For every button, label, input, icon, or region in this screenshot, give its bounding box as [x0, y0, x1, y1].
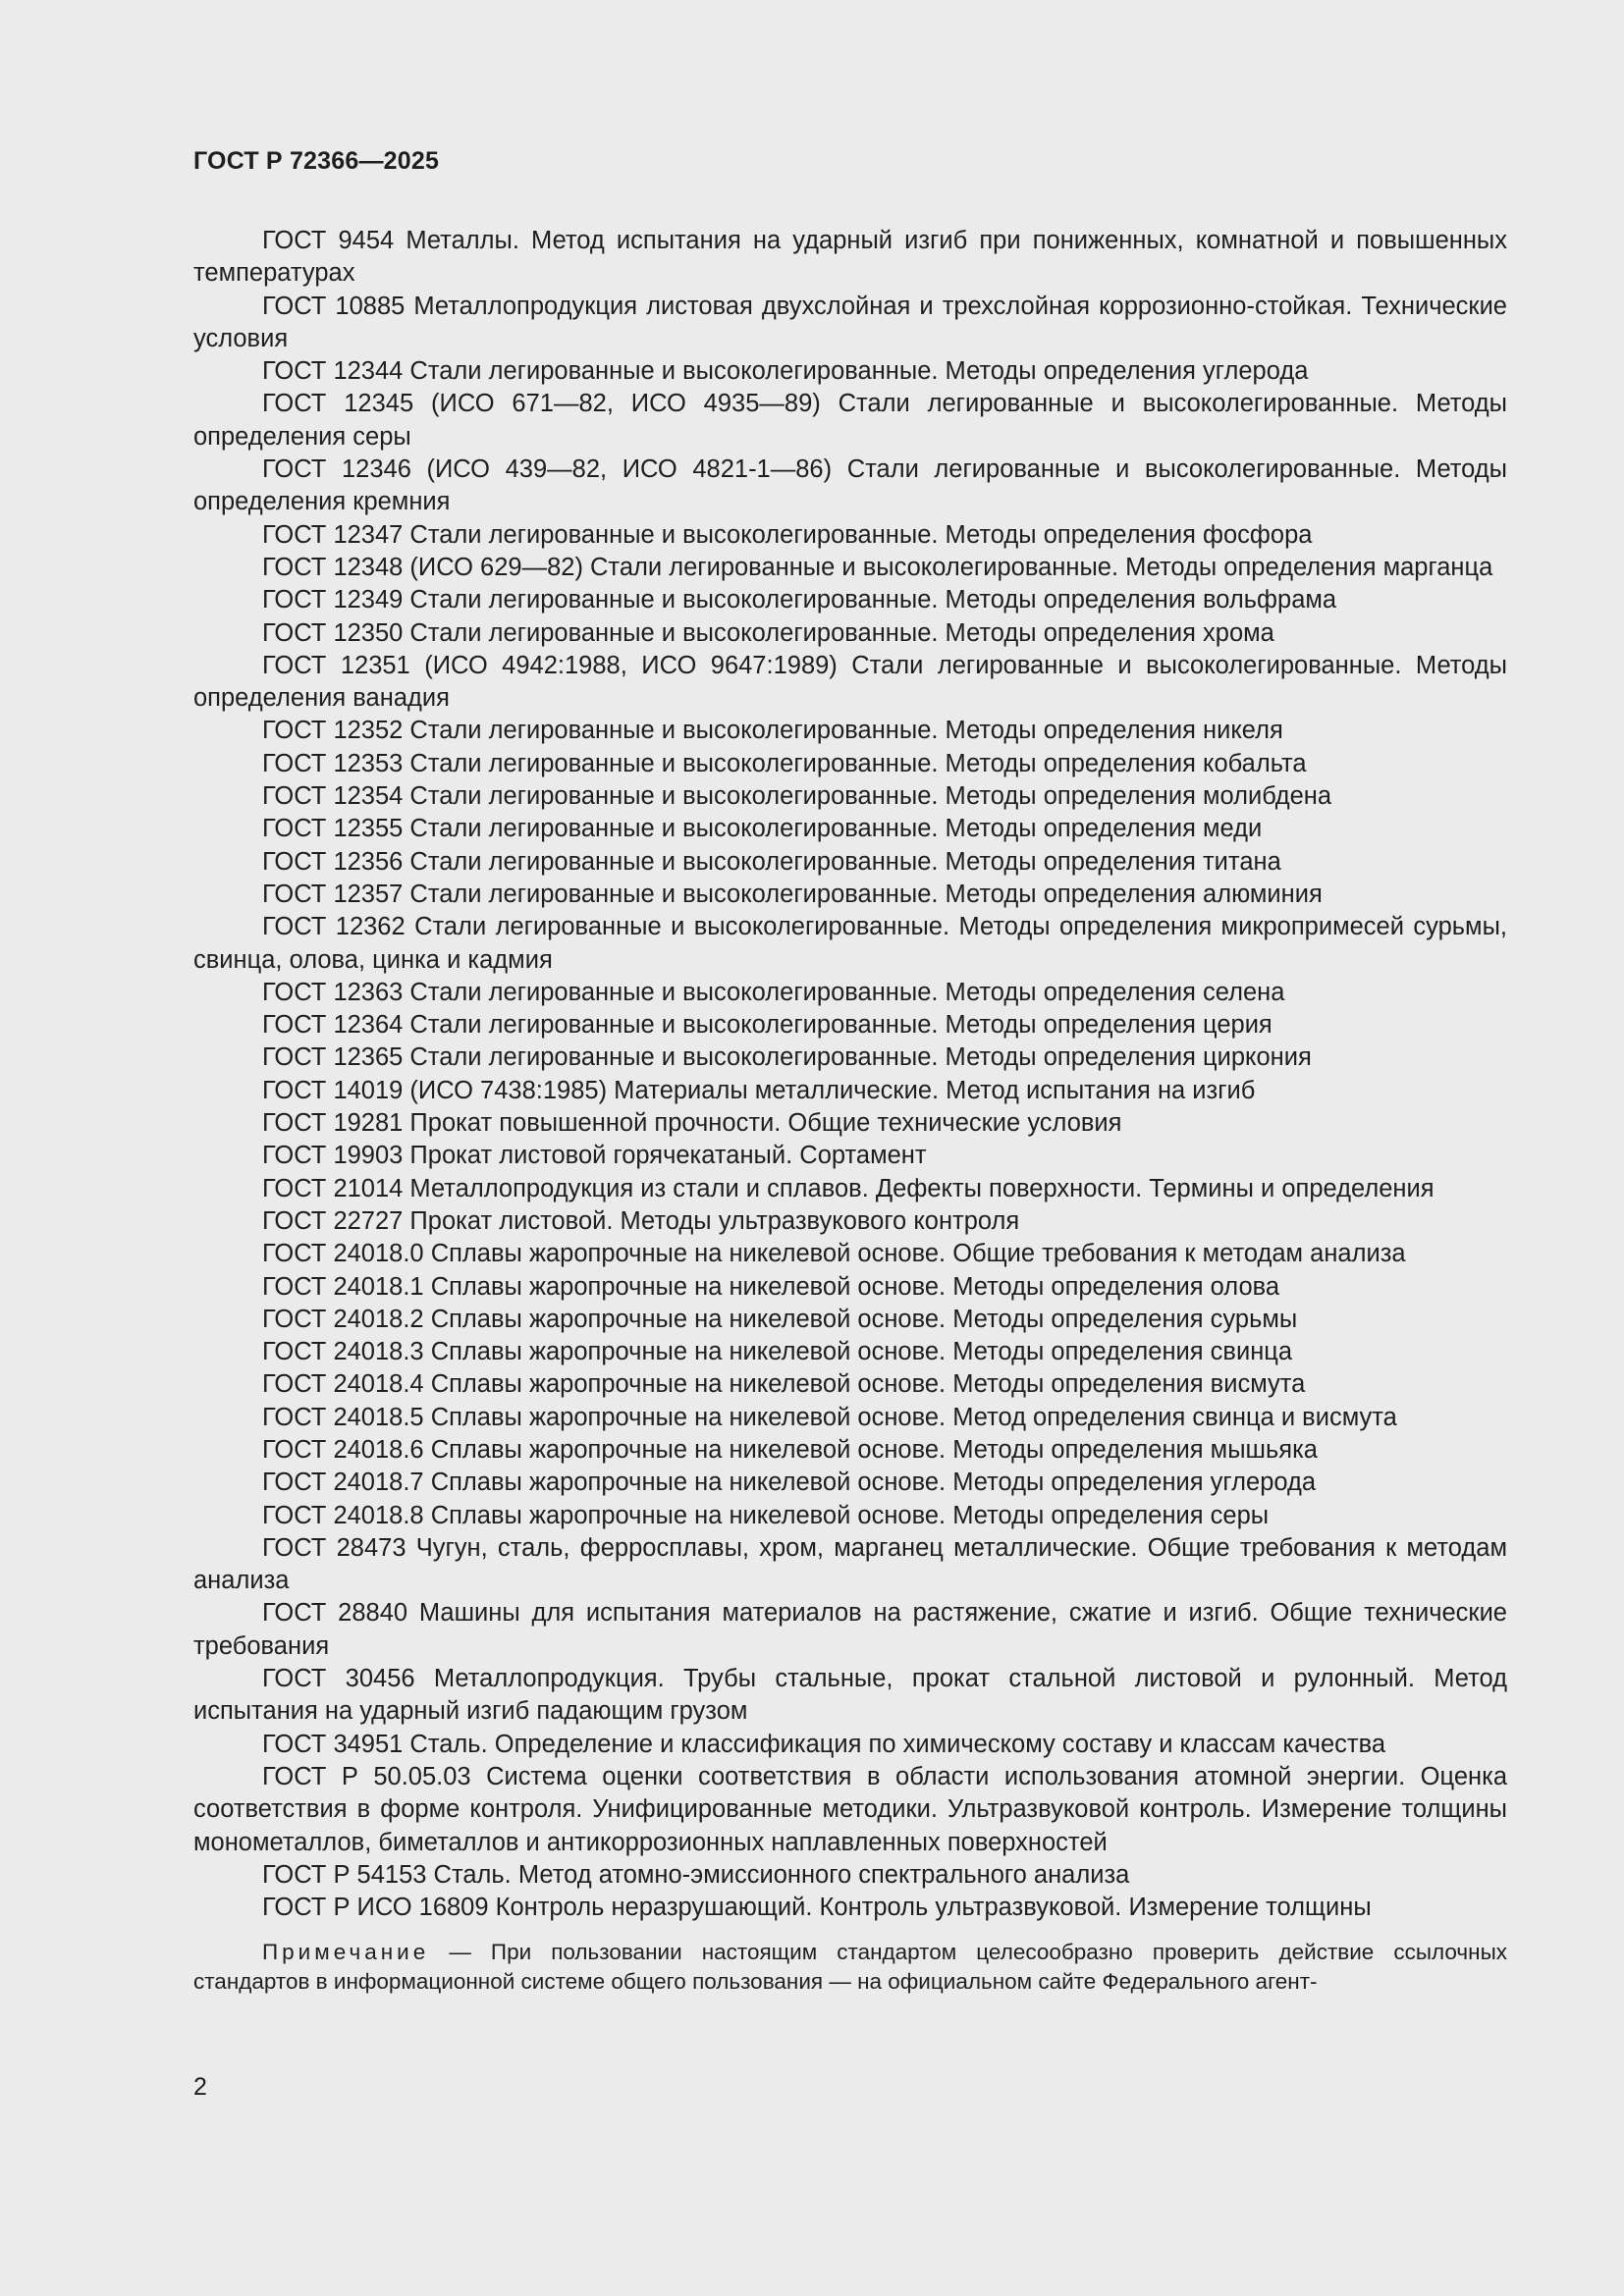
reference-entry: ГОСТ 24018.3 Сплавы жаропрочные на никелевой основе. Методы определения свинца — [262, 1338, 1293, 1366]
note-label: Примечание — [262, 1940, 430, 1965]
reference-entry: ГОСТ 24018.7 Сплавы жаропрочные на никелевой основе. Методы определения углерода — [262, 1468, 1317, 1497]
reference-entry: ГОСТ 24018.6 Сплавы жаропрочные на никелевой основе. Методы определения мышьяка — [262, 1435, 1318, 1464]
reference-entry: ГОСТ 24018.4 Сплавы жаропрочные на никелевой основе. Методы определения висмута — [262, 1370, 1306, 1399]
reference-entry: ГОСТ 19281 Прокат повышенной прочности. Общие технические условия — [262, 1109, 1122, 1138]
reference-entry: ГОСТ 12363 Стали легированные и высоколегированные. Методы определения селена — [262, 978, 1285, 1006]
reference-entry: ГОСТ 12352 Стали легированные и высоколегированные. Методы определения никеля — [262, 717, 1283, 745]
reference-entry: ГОСТ 12353 Стали легированные и высоколегированные. Методы определения кобальта — [262, 749, 1307, 777]
document-header: ГОСТ Р 72366—2025 — [193, 147, 440, 175]
normative-references — [193, 225, 1507, 1997]
reference-entry: ГОСТ 21014 Металлопродукция из стали и сплавов. Дефекты поверхности. Термины и определения — [262, 1174, 1435, 1202]
reference-entry: ГОСТ 10885 Металлопродукция листовая двухслойная и трехслойная коррозионно-стойкая. Технические условия — [193, 292, 1507, 352]
reference-entry: ГОСТ 12365 Стали легированные и высоколегированные. Методы определения циркония — [262, 1043, 1312, 1072]
reference-entry: ГОСТ 12346 (ИСО 439—82, ИСО 4821-1—86) Стали легированные и высоколегированные. Методы определения кремния — [193, 455, 1507, 516]
reference-list — [193, 225, 1507, 1924]
reference-entry: ГОСТ 30456 Металлопродукция. Трубы стальные, прокат стальной листовой и рулонный. Метод испытания на ударный изгиб падающим грузом — [193, 1665, 1507, 1726]
reference-entry: ГОСТ 12355 Стали легированные и высоколегированные. Методы определения меди — [262, 815, 1263, 843]
reference-entry: ГОСТ 12348 (ИСО 629—82) Стали легированные и высоколегированные. Методы определения марганца — [262, 553, 1493, 581]
reference-entry: ГОСТ 24018.0 Сплавы жаропрочные на никелевой основе. Общие требования к методам анализа — [262, 1240, 1406, 1268]
reference-entry: ГОСТ Р 50.05.03 Система оценки соответствия в области использования атомной энергии. Оценка соответствия в форме контроля. Унифицированные методики. Ультразвуковой контроль. Измерение толщины монометаллов, биметаллов и антикоррозионных наплавленных поверхностей — [193, 1762, 1507, 1856]
reference-entry: ГОСТ 9454 Металлы. Метод испытания на ударный изгиб при пониженных, комнатной и повышенных температурах — [193, 227, 1507, 288]
reference-entry: ГОСТ 12345 (ИСО 671—82, ИСО 4935—89) Стали легированные и высоколегированные. Методы определения серы — [193, 390, 1507, 451]
page-number: 2 — [193, 2073, 207, 2101]
reference-entry: ГОСТ 12347 Стали легированные и высоколегированные. Методы определения фосфора — [262, 520, 1313, 549]
reference-entry: ГОСТ 12357 Стали легированные и высоколегированные. Методы определения алюминия — [262, 880, 1323, 908]
reference-entry: ГОСТ Р ИСО 16809 Контроль неразрушающий. Контроль ультразвуковой. Измерение толщины — [262, 1894, 1372, 1922]
reference-entry: ГОСТ 22727 Прокат листовой. Методы ультразвукового контроля — [262, 1206, 1020, 1235]
reference-entry: ГОСТ 19903 Прокат листовой горячекатаный. Сортамент — [262, 1142, 927, 1170]
reference-entry: ГОСТ 24018.1 Сплавы жаропрочные на никелевой основе. Методы определения олова — [262, 1272, 1280, 1301]
reference-entry: ГОСТ 14019 (ИСО 7438:1985) Материалы металлические. Метод испытания на изгиб — [262, 1076, 1256, 1104]
reference-entry: ГОСТ 12344 Стали легированные и высоколегированные. Методы определения углерода — [262, 357, 1309, 386]
reference-entry: ГОСТ Р 54153 Сталь. Метод атомно-эмиссионного спектрального анализа — [262, 1860, 1130, 1889]
reference-entry: ГОСТ 24018.8 Сплавы жаропрочные на никелевой основе. Методы определения серы — [262, 1501, 1270, 1529]
reference-entry: ГОСТ 28840 Машины для испытания материалов на растяжение, сжатие и изгиб. Общие технические требования — [193, 1599, 1507, 1660]
reference-entry: ГОСТ 12364 Стали легированные и высоколегированные. Методы определения церия — [262, 1011, 1272, 1040]
reference-entry: ГОСТ 12356 Стали легированные и высоколегированные. Методы определения титана — [262, 847, 1281, 876]
reference-entry: ГОСТ 34951 Сталь. Определение и классификация по химическому составу и классам качества — [262, 1730, 1386, 1758]
reference-entry: ГОСТ 12349 Стали легированные и высоколегированные. Методы определения вольфрама — [262, 586, 1337, 614]
reference-entry: ГОСТ 12350 Стали легированные и высоколегированные. Методы определения хрома — [262, 618, 1274, 647]
reference-entry: ГОСТ 24018.5 Сплавы жаропрочные на никелевой основе. Метод определения свинца и висмута — [262, 1403, 1397, 1431]
reference-entry: ГОСТ 12362 Стали легированные и высоколегированные. Методы определения микропримесей сурьмы, свинца, олова, цинка и кадмия — [193, 913, 1507, 974]
reference-entry: ГОСТ 28473 Чугун, сталь, ферросплавы, хром, марганец металлические. Общие требования к методам анализа — [193, 1533, 1507, 1595]
note-paragraph — [193, 1938, 1507, 1997]
note-text: — При пользовании настоящим стандартом целесообразно проверить действие ссылочных стандартов в информационной системе общего пользования — на официальном сайте Федерального агент- — [193, 1940, 1507, 1995]
reference-entry: ГОСТ 12354 Стали легированные и высоколегированные. Методы определения молибдена — [262, 782, 1332, 811]
reference-entry: ГОСТ 24018.2 Сплавы жаропрочные на никелевой основе. Методы определения сурьмы — [262, 1305, 1298, 1333]
reference-entry: ГОСТ 12351 (ИСО 4942:1988, ИСО 9647:1989) Стали легированные и высоколегированные. Методы определения ванадия — [193, 651, 1507, 713]
